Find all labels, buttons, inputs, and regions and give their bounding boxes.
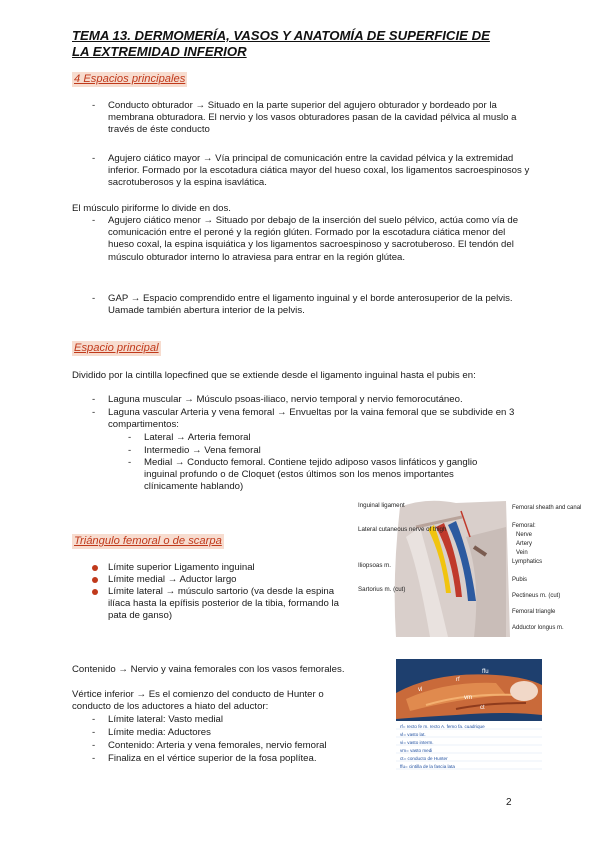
fig2-label: ct [480,705,485,711]
sub-list-item: Lateral → Arteria femoral [144,432,251,443]
fig1-label: Inguinal ligament [358,502,405,509]
piriform-note: El músculo piriforme lo divide en dos. [72,203,231,214]
dash-marker: - [128,457,132,468]
dash-marker: - [128,445,132,456]
bullet-dot [92,577,98,583]
fig1-label: Pectineus m. (cut) [512,593,561,599]
sub-list-item: Medial → Conducto femoral. Contiene tejido adiposo vasos linfáticos y ganglio inguinal profundo o de Cloquet (estos últimos son los menos importantes clínicamente hablando) [144,457,478,493]
title-line-2: LA EXTREMIDAD INFERIOR [72,44,247,59]
vertice-line: Vértice inferior → Es el comienzo del conducto de Hunter o conducto de los aductores a hiato del aductor: [72,689,324,713]
dash-marker: - [92,100,96,111]
fig2-label: vl [418,687,423,693]
fig1-label: Nerve [516,532,533,538]
dash-marker: - [92,215,96,226]
list-item: GAP → Espacio comprendido entre el ligamento inguinal y el borde anterosuperior de la pelvis. Uamade también abertura interior de la pelvis. [108,293,513,317]
title-line-1: TEMA 13. DERMOMERÍA, VASOS Y ANATOMÍA DE SUPERFICIE DE [72,28,490,43]
fig1-label: Femoral triangle [512,609,556,615]
section-intro: Dividido por la cintilla lopecfined que se extiende desde el ligamento inguinal hasta el pubis en: [72,370,476,381]
thigh-muscles-figure [396,659,542,771]
thigh-photo-illustration [396,659,542,771]
section-heading-espacios: 4 Espacios principales [74,73,186,85]
fig1-label: Vein [516,550,528,556]
page-title [72,28,532,60]
list-item: Contenido: Arteria y vena femorales, nervio femoral [108,740,327,751]
dash-marker: - [92,407,96,418]
femoral-triangle-figure [356,497,582,637]
list-item: Límite media: Aductores [108,727,211,738]
list-item: Laguna muscular → Músculo psoas-iliaco, nervio temporal y nervio femorocutáneo. [108,394,463,405]
fig2-caption: vi= vasto interm. [400,740,434,745]
list-item: Límite medial → Aductor largo [108,574,237,585]
list-item: Conducto obturador → Situado en la parte superior del agujero obturador y bordeado por la membrana obturadora. El nervio y los vasos obturadores pasan de la cavidad pélvica al muslo a través de éste conducto [108,100,517,136]
fig1-label: Femoral: [512,523,536,529]
bullet-dot [92,589,98,595]
dash-marker: - [92,394,96,405]
dash-marker: - [92,153,96,164]
fig1-label: Adductor longus m. [512,625,564,631]
fig2-caption: rf= recto fe m. recto A. femo fa. cuadrique [400,724,485,729]
fig1-label: Pubis [512,577,528,583]
sub-list-item: Intermedio → Vena femoral [144,445,261,456]
list-item: Límite superior Ligamento inguinal [108,562,255,573]
dash-marker: - [92,740,96,751]
bullet-dot [92,565,98,571]
dash-marker: - [92,753,96,764]
list-item: Agujero ciático menor → Situado por debajo de la inserción del suelo pélvico, actúa como vía de comunicación entre el peroné y la región glúten. Formado por la escotadura ciática menor del hueso coxal, la espina isquiática y los ligamentos sacroespinoso y sacrotuberoso. El tendón del músculo obturador interno lo atraviesa para entrar en la región glútea. [108,215,519,263]
dash-marker: - [92,727,96,738]
contenido-line: Contenido → Nervio y vaina femorales con los vasos femorales. [72,664,345,675]
fig2-caption: ct= conducto de Hunter [400,756,448,761]
fig2-caption: ffu= cintilla de la fascia lata [400,764,455,769]
fig1-label: Sartorius m. (cut) [358,586,406,593]
fig1-label: Lateral cutaneous nerve of thigh [358,526,447,533]
fig1-label: Artery [516,541,533,547]
fig2-label: ffu [482,669,489,675]
fig2-label: vm [464,695,472,701]
list-item: Límite lateral → músculo sartorio (va desde la espina ilíaca hasta la epífisis posterior de la tibia, formando la pata de ganso) [108,586,339,622]
page-number: 2 [506,797,512,808]
list-item: Límite lateral: Vasto medial [108,714,223,725]
dash-marker: - [92,714,96,725]
fig2-label: rf [456,677,460,683]
list-item: Finaliza en el vértice superior de la fosa poplítea. [108,753,317,764]
list-item: Laguna vascular Arteria y vena femoral → Envueltas por la vaina femoral que se subdivide en 3 compartimentos: [108,407,515,431]
list-item: Agujero ciático mayor → Vía principal de comunicación entre la cavidad pélvica y la extremidad inferior. Formado por la escotadura ciática mayor del hueso coxal, los ligamentos sacroespinosos y sacrotuberosos y la espina isavlática. [108,153,530,189]
section-heading-triangulo-femoral: Triángulo femoral o de scarpa [74,535,222,547]
fig2-caption: vm= vasto medi [400,748,433,753]
femoral-anatomy-illustration [356,497,582,637]
fig1-label: Lymphatics [512,559,543,565]
fig1-label: Femoral sheath and canal [512,505,582,511]
section-heading-espacio-principal: Espacio principal [74,342,159,354]
fig2-caption: vl= vasto lat. [400,732,426,737]
fig1-label: Iliopsoas m. [358,562,392,569]
dash-marker: - [128,432,132,443]
dash-marker: - [92,293,96,304]
